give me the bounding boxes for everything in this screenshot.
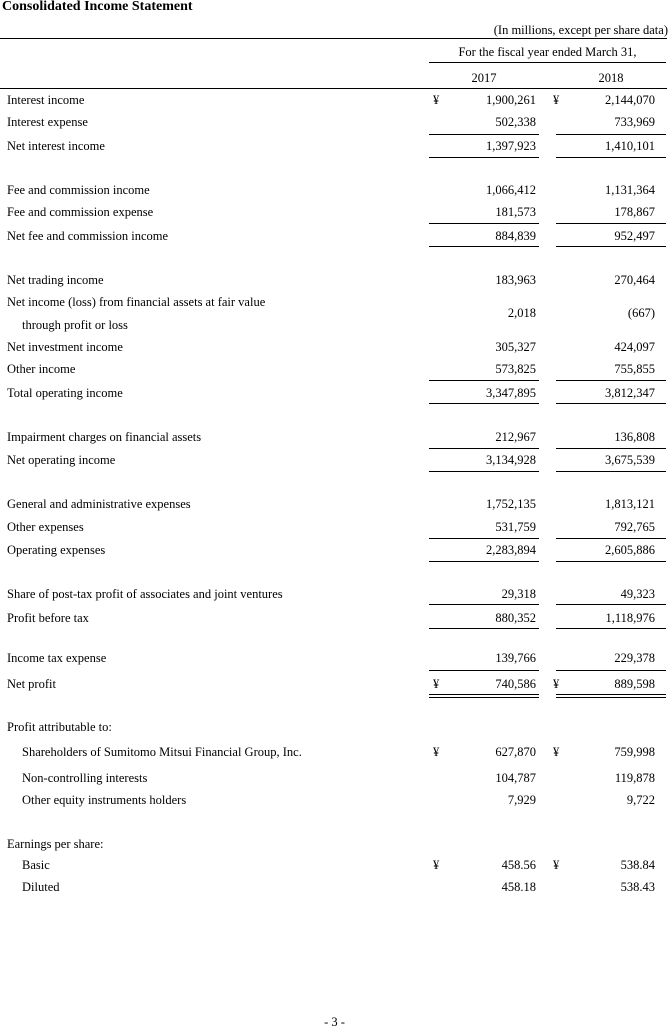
row-other-equity — [0, 793, 669, 811]
value-2017: 181,573 — [495, 205, 536, 219]
row-label: Profit before tax — [7, 611, 89, 625]
total-rule — [556, 246, 666, 247]
header-rule — [0, 88, 667, 89]
row-nci — [0, 771, 669, 789]
row-label: Other income — [7, 362, 76, 376]
row-ga-expenses — [0, 497, 669, 515]
value-2017: 2,018 — [507, 306, 536, 320]
top-rule — [0, 38, 667, 39]
row-net-interest-income — [0, 139, 669, 157]
value-2018: (667) — [627, 306, 655, 320]
row-impairment — [0, 430, 669, 448]
value-2018: 538.84 — [620, 858, 655, 872]
value-2018: 733,969 — [614, 115, 655, 129]
row-interest-income — [0, 93, 669, 111]
value-2018: 759,998 — [614, 745, 655, 759]
double-total-rule — [429, 697, 539, 698]
row-net-investment-income — [0, 340, 669, 358]
row-other-expenses — [0, 520, 669, 538]
value-2018: 1,410,101 — [605, 139, 655, 153]
value-2018: 889,598 — [614, 677, 655, 691]
value-2018: 424,097 — [614, 340, 655, 354]
row-label: Net operating income — [7, 453, 116, 467]
total-rule — [429, 403, 539, 404]
value-2017: 3,347,895 — [486, 386, 536, 400]
row-fee-expense — [0, 205, 669, 223]
value-2017: 183,963 — [495, 273, 536, 287]
total-rule — [556, 694, 666, 695]
subtotal-rule — [429, 380, 539, 381]
value-2017: 458.56 — [501, 858, 536, 872]
value-2017: 212,967 — [495, 430, 536, 444]
subtotal-rule — [429, 134, 539, 135]
subtotal-rule — [556, 448, 666, 449]
value-2017: 458.18 — [501, 880, 536, 894]
value-2018: 2,144,070 — [605, 93, 655, 107]
subtotal-rule — [556, 223, 666, 224]
yen-symbol: ¥ — [553, 858, 560, 872]
row-net-fee-income — [0, 229, 669, 247]
subtotal-rule — [556, 134, 666, 135]
row-shareholders — [0, 745, 669, 763]
value-2017: 3,134,928 — [486, 453, 536, 467]
row-net-profit — [0, 677, 669, 695]
row-operating-expenses — [0, 543, 669, 561]
value-2018: 755,855 — [614, 362, 655, 376]
total-rule — [429, 561, 539, 562]
row-label: Other equity instruments holders — [22, 793, 187, 807]
row-label: Other expenses — [7, 520, 84, 534]
row-label: Interest expense — [7, 115, 88, 129]
total-rule — [556, 471, 666, 472]
value-2017: 104,787 — [495, 771, 536, 785]
row-label: Interest income — [7, 93, 85, 107]
subtotal-rule — [429, 448, 539, 449]
row-label: Share of post-tax profit of associates and joint ventures — [7, 587, 283, 601]
value-2018: 792,765 — [614, 520, 655, 534]
page-number: - 3 - — [324, 1015, 345, 1029]
value-2018: 1,813,121 — [605, 497, 655, 511]
value-2018: 119,878 — [614, 771, 655, 785]
row-label: Shareholders of Sumitomo Mitsui Financial Group, Inc. — [22, 745, 302, 759]
row-label: Net fee and commission income — [7, 229, 169, 243]
value-2017: 1,066,412 — [486, 183, 536, 197]
row-net-operating-income — [0, 453, 669, 471]
row-label: Net trading income — [7, 273, 104, 287]
year-2018-header: 2018 — [598, 71, 624, 85]
value-2017: 531,759 — [495, 520, 536, 534]
value-2017: 1,900,261 — [486, 93, 536, 107]
row-label: Basic — [22, 858, 50, 872]
row-label: Diluted — [22, 880, 60, 894]
row-label: Fee and commission expense — [7, 205, 154, 219]
row-profit-attributable-heading — [0, 720, 669, 738]
value-2017: 2,283,894 — [486, 543, 536, 557]
total-rule — [429, 246, 539, 247]
row-net-trading-income — [0, 273, 669, 291]
units-note: (In millions, except per share data) — [493, 23, 668, 37]
yen-symbol: ¥ — [553, 677, 560, 691]
subtotal-rule — [429, 604, 539, 605]
value-2017: 502,338 — [495, 115, 536, 129]
value-2018: 49,323 — [620, 587, 655, 601]
row-income-tax — [0, 651, 669, 669]
subtotal-rule — [429, 223, 539, 224]
row-label: Net income (loss) from financial assets at fair value — [7, 295, 266, 309]
value-2018: 3,675,539 — [605, 453, 655, 467]
section-heading: Profit attributable to: — [7, 720, 112, 734]
row-fee-income — [0, 183, 669, 201]
total-rule — [429, 471, 539, 472]
value-2018: 952,497 — [614, 229, 655, 243]
value-2018: 538.43 — [620, 880, 655, 894]
row-fvtpl-line2 — [0, 318, 669, 336]
value-2017: 884,839 — [495, 229, 536, 243]
yen-symbol: ¥ — [433, 677, 440, 691]
year-2017-header: 2017 — [471, 71, 497, 85]
row-label: General and administrative expenses — [7, 497, 191, 511]
row-share-associates — [0, 587, 669, 605]
yen-symbol: ¥ — [433, 858, 440, 872]
value-2017: 7,929 — [507, 793, 536, 807]
value-2017: 139,766 — [495, 651, 536, 665]
subtotal-rule — [556, 670, 666, 671]
value-2017: 573,825 — [495, 362, 536, 376]
total-rule — [429, 694, 539, 695]
subtotal-rule — [556, 538, 666, 539]
period-header: For the fiscal year ended March 31, — [458, 45, 637, 59]
row-label: Operating expenses — [7, 543, 106, 557]
yen-symbol: ¥ — [553, 745, 560, 759]
row-profit-before-tax — [0, 611, 669, 629]
double-total-rule — [556, 697, 666, 698]
subtotal-rule — [556, 380, 666, 381]
value-2018: 1,131,364 — [605, 183, 655, 197]
value-2017: 740,586 — [495, 677, 536, 691]
row-total-operating-income — [0, 386, 669, 404]
row-label: Income tax expense — [7, 651, 107, 665]
value-2017: 1,397,923 — [486, 139, 536, 153]
row-label: Net interest income — [7, 139, 105, 153]
row-label: Impairment charges on financial assets — [7, 430, 202, 444]
value-2017: 627,870 — [495, 745, 536, 759]
value-2018: 9,722 — [626, 793, 655, 807]
row-diluted-eps — [0, 880, 669, 898]
value-2018: 3,812,347 — [605, 386, 655, 400]
row-label: Net investment income — [7, 340, 123, 354]
value-2018: 136,808 — [614, 430, 655, 444]
row-label: Total operating income — [7, 386, 123, 400]
value-2018: 2,605,886 — [605, 543, 655, 557]
row-other-income — [0, 362, 669, 380]
total-rule — [556, 628, 666, 629]
yen-symbol: ¥ — [433, 745, 440, 759]
row-label: Net profit — [7, 677, 56, 691]
total-rule — [429, 628, 539, 629]
subtotal-rule — [429, 670, 539, 671]
yen-symbol: ¥ — [553, 93, 560, 107]
row-basic-eps — [0, 858, 669, 876]
subtotal-rule — [429, 538, 539, 539]
value-2017: 305,327 — [495, 340, 536, 354]
row-interest-expense — [0, 115, 669, 133]
value-2017: 1,752,135 — [486, 497, 536, 511]
row-label: Non-controlling interests — [22, 771, 148, 785]
row-label: Fee and commission income — [7, 183, 150, 197]
subtotal-rule — [556, 604, 666, 605]
row-eps-heading — [0, 837, 669, 855]
value-2018: 229,378 — [614, 651, 655, 665]
yen-symbol: ¥ — [433, 93, 440, 107]
value-2018: 270,464 — [614, 273, 655, 287]
total-rule — [556, 561, 666, 562]
total-rule — [429, 157, 539, 158]
value-2017: 880,352 — [495, 611, 536, 625]
period-rule — [429, 62, 666, 63]
section-heading: Earnings per share: — [7, 837, 104, 851]
value-2018: 1,118,976 — [605, 611, 655, 625]
total-rule — [556, 157, 666, 158]
value-2018: 178,867 — [614, 205, 655, 219]
row-label: through profit or loss — [22, 318, 128, 332]
total-rule — [556, 403, 666, 404]
value-2017: 29,318 — [501, 587, 536, 601]
statement-title: Consolidated Income Statement — [2, 0, 193, 14]
